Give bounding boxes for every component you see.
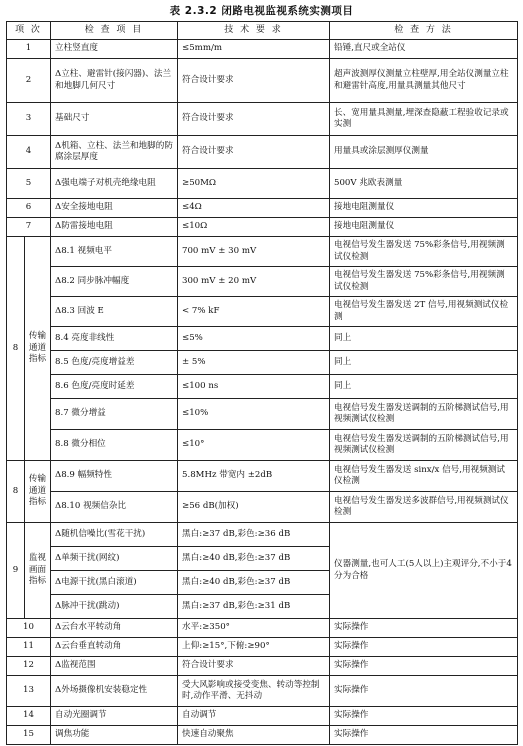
row-req: < 7% kF <box>178 297 330 327</box>
table-row <box>7 461 518 492</box>
table-row <box>7 327 518 351</box>
row-req: 符合设计要求 <box>178 136 330 169</box>
row-req: 黑白:≥37 dB,彩色:≥31 dB <box>178 595 330 619</box>
table-row <box>7 726 518 745</box>
header-row <box>7 22 518 40</box>
row-req: 自动调节 <box>178 707 330 726</box>
row-req: 上仰:≥15°,下俯:≥90° <box>178 638 330 657</box>
row-item: Δ脉冲干扰(跳动) <box>51 595 178 619</box>
row-req: 黑白:≥37 dB,彩色:≥36 dB <box>178 523 330 547</box>
row-req: ≥50MΩ <box>178 169 330 199</box>
header-item: 检 查 项 目 <box>51 22 178 40</box>
table-row <box>7 676 518 707</box>
row-item: Δ云台水平转动角 <box>51 619 178 638</box>
row-method: 接地电阻测量仪 <box>330 218 518 237</box>
row-item: Δ8.1 视频电平 <box>51 237 178 267</box>
row-req: 符合设计要求 <box>178 103 330 136</box>
row-req: ≤10° <box>178 430 330 461</box>
row-method: 电视信号发生器发送 75%彩条信号,用视频测试仪检测 <box>330 267 518 297</box>
table-row <box>7 169 518 199</box>
row-req: 符合设计要求 <box>178 657 330 676</box>
table-row <box>7 237 518 267</box>
row-item: 8.4 亮度非线性 <box>51 327 178 351</box>
header-method: 检 查 方 法 <box>330 22 518 40</box>
row-item: Δ8.9 幅频特性 <box>51 461 178 492</box>
table-row <box>7 40 518 59</box>
row-req: 5.8MHz 带宽内 ±2dB <box>178 461 330 492</box>
row-req: 快速自动聚焦 <box>178 726 330 745</box>
row-req: ≤5mm/m <box>178 40 330 59</box>
row-req: ≤4Ω <box>178 199 330 218</box>
group-label: 传输通道指标 <box>25 237 51 461</box>
row-method: 长、宽用量具测量,埋深查隐蔽工程验收记录或实测 <box>330 103 518 136</box>
inspection-table <box>6 21 518 745</box>
row-no: 4 <box>7 136 51 169</box>
row-req: 黑白:≥40 dB,彩色:≥37 dB <box>178 547 330 571</box>
row-method: 实际操作 <box>330 619 518 638</box>
row-item: 立柱竖直度 <box>51 40 178 59</box>
row-req: 受大风影响或接受变焦、转动等控制时,动作平滑、无抖动 <box>178 676 330 707</box>
row-item: 8.5 色度/亮度增益差 <box>51 351 178 375</box>
row-method: 电视信号发生器发送 sinx/x 信号,用视频测试仪检测 <box>330 461 518 492</box>
row-method: 电视信号发生器发送多波群信号,用视频测试仪检测 <box>330 492 518 523</box>
table-row <box>7 375 518 399</box>
row-method: 实际操作 <box>330 707 518 726</box>
row-method: 500V 兆欧表测量 <box>330 169 518 199</box>
group-no: 9 <box>7 523 25 619</box>
row-req: 300 mV ± 20 mV <box>178 267 330 297</box>
row-method: 电视信号发生器发送 75%彩条信号,用视频测试仪检测 <box>330 237 518 267</box>
row-item: 8.6 色度/亮度时延差 <box>51 375 178 399</box>
row-item: Δ强电端子对机壳绝缘电阻 <box>51 169 178 199</box>
table-row <box>7 657 518 676</box>
group-no: 8 <box>7 461 25 523</box>
row-req: ≤10% <box>178 399 330 430</box>
row-req: 黑白:≥40 dB,彩色:≥37 dB <box>178 571 330 595</box>
table-row <box>7 399 518 430</box>
row-req: 符合设计要求 <box>178 59 330 103</box>
row-req: 水平:≥350° <box>178 619 330 638</box>
row-no: 6 <box>7 199 51 218</box>
header-no: 项 次 <box>7 22 51 40</box>
row-item: 8.7 微分增益 <box>51 399 178 430</box>
row-no: 14 <box>7 707 51 726</box>
row-method: 同上 <box>330 327 518 351</box>
row-method: 用量具或涂层测厚仪测量 <box>330 136 518 169</box>
row-method: 铅锤,直尺或全站仪 <box>330 40 518 59</box>
row-item: Δ云台垂直转动角 <box>51 638 178 657</box>
row-req: ≥56 dB(加权) <box>178 492 330 523</box>
row-method: 超声波测厚仪测量立柱壁厚,用全站仪测量立柱和避雷针高度,用量具测量其他尺寸 <box>330 59 518 103</box>
row-item: Δ电源干扰(黑白滚道) <box>51 571 178 595</box>
table-row <box>7 103 518 136</box>
row-item: Δ立柱、避雷针(接闪器)、法兰和地脚几何尺寸 <box>51 59 178 103</box>
row-item: Δ监视范围 <box>51 657 178 676</box>
row-no: 1 <box>7 40 51 59</box>
row-req: ≤5% <box>178 327 330 351</box>
row-method: 同上 <box>330 351 518 375</box>
row-method: 接地电阻测量仪 <box>330 199 518 218</box>
row-req: ± 5% <box>178 351 330 375</box>
table-row <box>7 619 518 638</box>
table-row <box>7 199 518 218</box>
row-no: 13 <box>7 676 51 707</box>
table-row <box>7 297 518 327</box>
row-item: Δ8.3 回波 E <box>51 297 178 327</box>
row-method: 电视信号发生器发送 2T 信号,用视频测试仪检测 <box>330 297 518 327</box>
table-row <box>7 267 518 297</box>
table-row <box>7 218 518 237</box>
table-row <box>7 59 518 103</box>
table-row <box>7 523 518 547</box>
row-item: 调焦功能 <box>51 726 178 745</box>
row-item: Δ单频干扰(网纹) <box>51 547 178 571</box>
row-method: 实际操作 <box>330 726 518 745</box>
row-item: 8.8 微分相位 <box>51 430 178 461</box>
row-method: 同上 <box>330 375 518 399</box>
row-no: 5 <box>7 169 51 199</box>
row-method: 电视信号发生器发送调制的五阶梯测试信号,用视频测试仪检测 <box>330 399 518 430</box>
group-label: 监视画面指标 <box>25 523 51 619</box>
row-item: Δ外场摄像机安装稳定性 <box>51 676 178 707</box>
row-no: 15 <box>7 726 51 745</box>
row-req: ≤10Ω <box>178 218 330 237</box>
row-item: Δ机箱、立柱、法兰和地脚的防腐涂层厚度 <box>51 136 178 169</box>
row-no: 2 <box>7 59 51 103</box>
table-row <box>7 136 518 169</box>
table-row <box>7 638 518 657</box>
row-item: Δ8.2 同步脉冲幅度 <box>51 267 178 297</box>
group-label: 传输通道指标 <box>25 461 51 523</box>
row-item: Δ防雷接地电阻 <box>51 218 178 237</box>
row-item: Δ安全接地电阻 <box>51 199 178 218</box>
table-row <box>7 351 518 375</box>
row-method: 实际操作 <box>330 676 518 707</box>
row-req: 700 mV ± 30 mV <box>178 237 330 267</box>
table-row <box>7 430 518 461</box>
row-no: 11 <box>7 638 51 657</box>
row-req: ≤100 ns <box>178 375 330 399</box>
table-title: 表 2.3.2 闭路电视监视系统实测项目 <box>169 5 354 17</box>
table-row <box>7 492 518 523</box>
row-no: 10 <box>7 619 51 638</box>
row-method: 实际操作 <box>330 638 518 657</box>
row-item: Δ8.10 视频信杂比 <box>51 492 178 523</box>
row-method: 仪器测量,也可人工(5人以上)主观评分,不小于4分为合格 <box>330 523 518 619</box>
header-req: 技 术 要 求 <box>178 22 330 40</box>
row-no: 12 <box>7 657 51 676</box>
row-item: Δ随机信噪比(雪花干扰) <box>51 523 178 547</box>
row-item: 基础尺寸 <box>51 103 178 136</box>
group-no: 8 <box>7 237 25 461</box>
row-method: 实际操作 <box>330 657 518 676</box>
row-no: 7 <box>7 218 51 237</box>
row-item: 自动光圈调节 <box>51 707 178 726</box>
table-row <box>7 707 518 726</box>
row-no: 3 <box>7 103 51 136</box>
row-method: 电视信号发生器发送调制的五阶梯测试信号,用视频测试仪检测 <box>330 430 518 461</box>
